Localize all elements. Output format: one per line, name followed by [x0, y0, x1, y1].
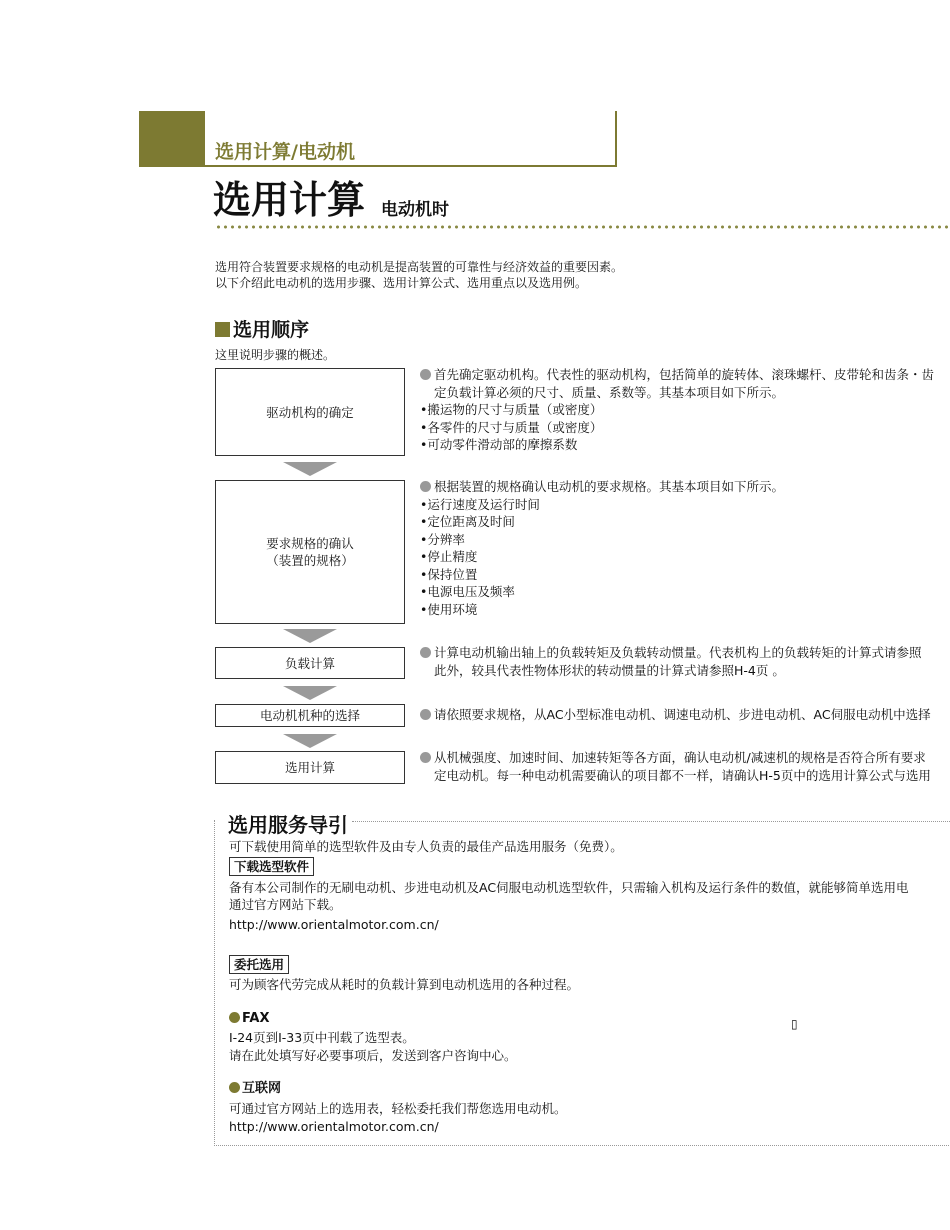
internet-heading	[229, 1080, 281, 1097]
step-lead-text: 根据装置的规格确认电动机的要求规格。其基本项目如下所示。	[434, 479, 785, 494]
square-bullet-icon	[215, 322, 230, 337]
step-box-label: 选用计算	[284, 760, 335, 775]
step-box-label: 驱动机构的确定	[266, 404, 354, 420]
circle-bullet-icon	[420, 752, 431, 763]
step-bullet: •各零件的尺寸与质量（或密度）	[420, 419, 603, 435]
step-description	[420, 706, 931, 724]
dotted-divider	[215, 225, 950, 229]
step-lead-line: 此外，较具代表性物体形状的转动惯量的计算式请参照H-4页 。	[434, 662, 785, 678]
page-subtitle: 电动机时	[381, 200, 449, 220]
step-lead-line: 定负载计算必须的尺寸、质量、系数等。其基本项目如下所示。	[434, 384, 785, 400]
intro-line: 以下介绍此电动机的选用步骤、选用计算公式、选用重点以及选用例。	[215, 276, 588, 290]
step-lead-text: 首先确定驱动机构。代表性的驱动机构，包括简单的旋转体、滚珠螺杆、皮带轮和齿条・齿	[434, 367, 935, 382]
service-guide-frame-top	[352, 821, 950, 822]
service-guide-heading: 选用服务导引	[228, 809, 352, 838]
circle-bullet-icon	[420, 709, 431, 720]
step-bullet: •运行速度及运行时间	[420, 496, 540, 512]
step-lead-text: 请依照要求规格，从AC小型标准电动机、调速电动机、步进电动机、AC伺服电动机中选择	[434, 707, 931, 722]
step-bullet: •电源电压及频率	[420, 584, 515, 599]
step-lead-line	[420, 366, 934, 384]
header-rule	[205, 165, 616, 167]
step-box-label: （装置的规格）	[266, 553, 354, 568]
step-description	[420, 749, 931, 784]
step-bullet: •停止精度	[420, 549, 478, 564]
page-mark: ▯	[791, 1017, 798, 1031]
fax-heading	[229, 1010, 269, 1027]
entrust-description: 可为顾客代劳完成从耗时的负载计算到电动机选用的各种过程。	[229, 977, 580, 992]
flow-arrow-icon	[283, 686, 337, 700]
page-title: 选用计算	[213, 178, 366, 222]
download-url-link[interactable]: http://www.orientalmotor.com.cn/	[229, 917, 439, 932]
step-box-drive-mechanism	[215, 368, 405, 456]
step-box-label: 电动机机种的选择	[259, 708, 360, 723]
step-box-requirements	[215, 480, 405, 624]
step-bullet: •保持位置	[420, 566, 478, 582]
download-description: 通过官方网站下载。	[229, 897, 342, 912]
step-bullet: •搬运物的尺寸与质量（或密度）	[420, 402, 603, 417]
step-bullet: •可动零件滑动部的摩擦系数	[420, 437, 578, 452]
flow-arrow-icon	[283, 734, 337, 748]
download-software-tag: 下载选型软件	[229, 857, 314, 876]
step-lead-line	[420, 706, 931, 724]
step-box-load-calculation	[215, 647, 405, 679]
service-intro: 可下载使用简单的选型软件及由专人负责的最佳产品选用服务（免费）。	[229, 839, 623, 854]
internet-url-link[interactable]: http://www.orientalmotor.com.cn/	[229, 1119, 439, 1134]
step-box-selection-calc	[215, 751, 405, 784]
step-lead-line: 定电动机。每一种电动机需要确认的项目都不一样，请确认H-5页中的选用计算公式与选用	[434, 767, 931, 783]
fax-description: I-24页到I-33页中刊载了选型表。	[229, 1030, 415, 1045]
step-bullet: •分辨率	[420, 531, 465, 547]
intro-line: 选用符合装置要求规格的电动机是提高装置的可靠性与经济效益的重要因素。	[215, 260, 624, 274]
internet-description: 可通过官方网站上的选用表，轻松委托我们帮您选用电动机。	[229, 1101, 567, 1116]
step-description	[420, 366, 934, 454]
step-lead-line	[420, 644, 922, 662]
circle-bullet-icon	[229, 1012, 240, 1023]
step-lead-text: 计算电动机输出轴上的负载转矩及负载转动惯量。代表机构上的负载转矩的计算式请参照	[434, 645, 922, 660]
header-color-block	[139, 111, 205, 167]
step-description	[420, 644, 922, 679]
step-box-motor-type	[215, 704, 405, 727]
circle-bullet-icon	[420, 647, 431, 658]
flow-arrow-icon	[283, 629, 337, 643]
step-bullet: •使用环境	[420, 601, 478, 617]
steps-heading-text: 选用顺序	[233, 319, 310, 341]
step-box-label: 负载计算	[284, 655, 335, 671]
internet-label: 互联网	[242, 1081, 282, 1096]
circle-bullet-icon	[420, 369, 431, 380]
flow-arrow-icon	[283, 462, 337, 476]
fax-description: 请在此处填写好必要事项后，发送到客户咨询中心。	[229, 1048, 517, 1063]
step-description	[420, 478, 784, 618]
step-lead-line	[420, 478, 784, 496]
circle-bullet-icon	[420, 481, 431, 492]
circle-bullet-icon	[229, 1082, 240, 1093]
steps-intro: 这里说明步骤的概述。	[215, 348, 336, 362]
step-lead-line	[420, 749, 931, 767]
step-lead-text: 从机械强度、加速时间、加速转矩等各方面，确认电动机/减速机的规格是否符合所有要求	[434, 750, 926, 765]
step-bullet: •定位距离及时间	[420, 514, 515, 529]
fax-label: FAX	[242, 1011, 270, 1026]
download-description: 备有本公司制作的无刷电动机、步进电动机及AC伺服电动机选型软件，只需输入机构及运行条件的数值，就能够简单选用电	[229, 880, 909, 895]
entrust-selection-tag: 委托选用	[229, 955, 289, 974]
steps-heading	[215, 315, 309, 342]
section-label: 选用计算/电动机	[215, 141, 355, 163]
header-rule-vertical	[615, 111, 617, 167]
step-box-label: 要求规格的确认	[266, 536, 354, 551]
